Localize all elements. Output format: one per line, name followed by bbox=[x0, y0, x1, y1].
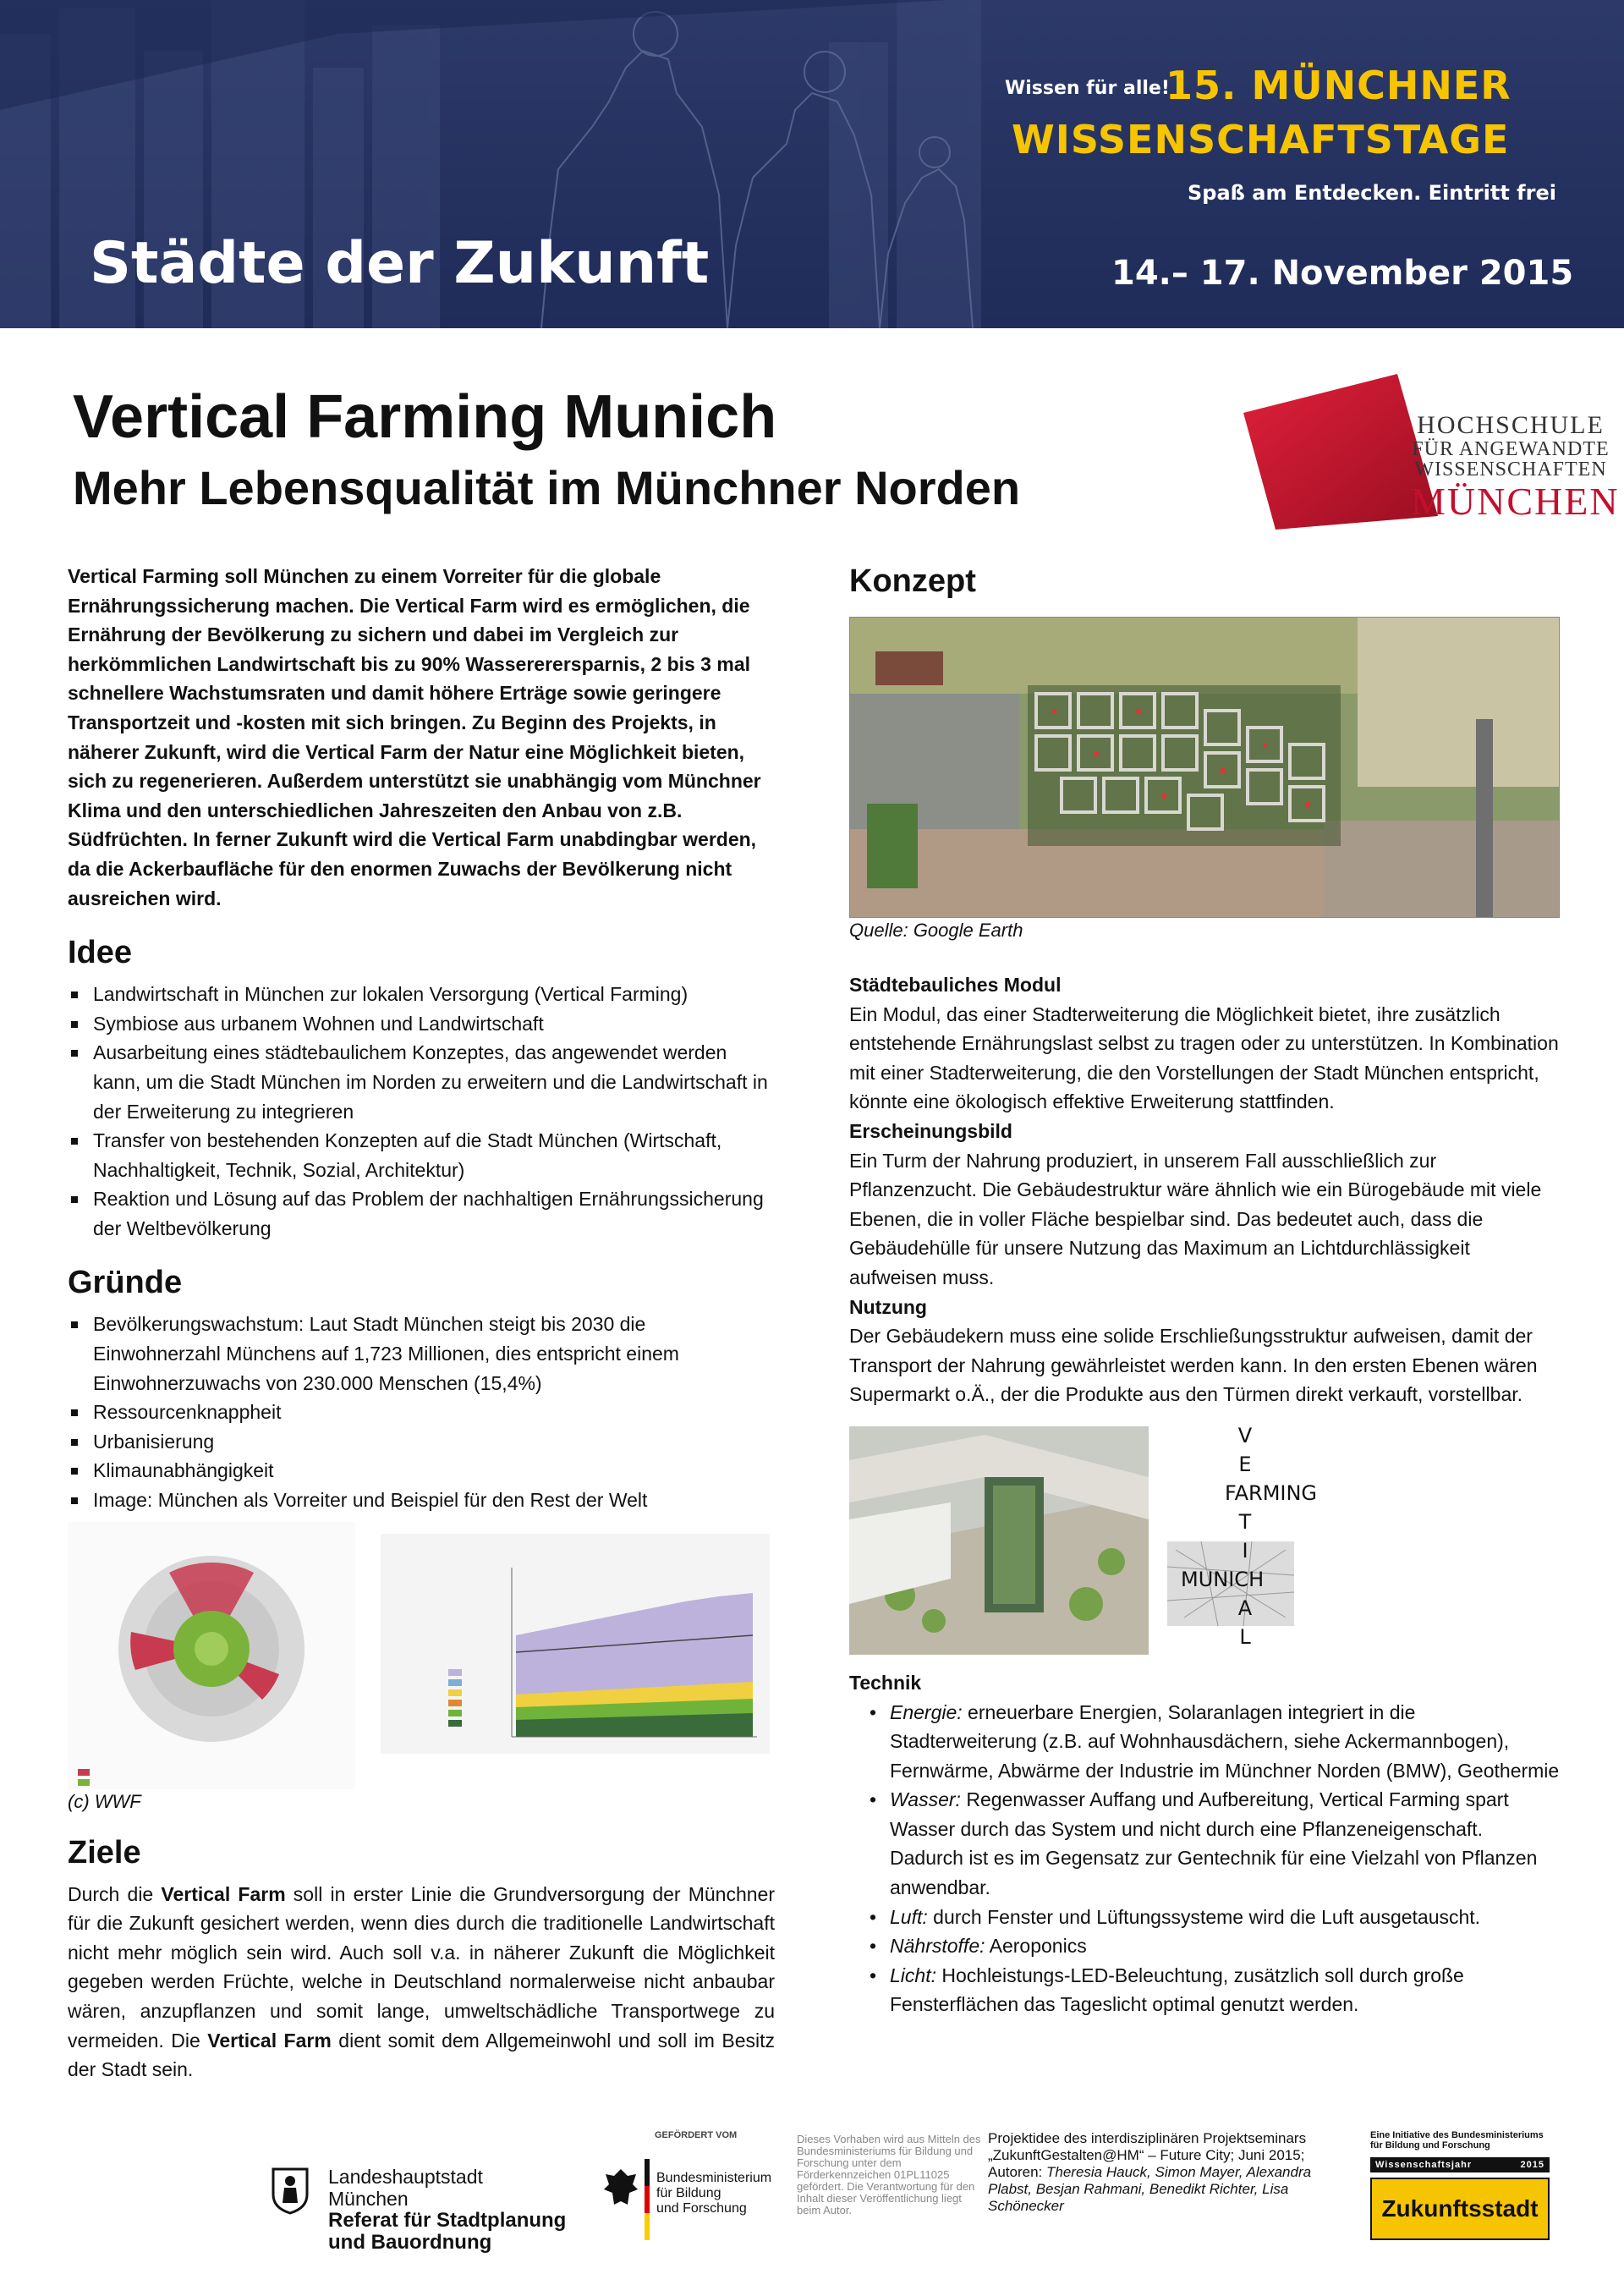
event-title-line2: WISSENSCHAFTSTAGE bbox=[1012, 117, 1510, 162]
erscheinungsbild-heading: Erscheinungsbild bbox=[849, 1119, 1012, 1142]
section-heading-ziele: Ziele bbox=[68, 1834, 141, 1870]
list-item bbox=[849, 1961, 1560, 2019]
wwf-figures bbox=[68, 1522, 775, 1789]
item-label: Wasser: bbox=[890, 1788, 961, 1811]
technik-list bbox=[849, 1698, 1560, 2020]
ziele-paragraph bbox=[68, 1880, 775, 2085]
ziele-text-1: Durch die bbox=[68, 1882, 162, 1905]
wj-top-line-2: für Bildung und Forschung bbox=[1370, 2140, 1490, 2150]
wj-bar-year: 2015 bbox=[1520, 2160, 1544, 2170]
right-column bbox=[849, 563, 1560, 2019]
munich-coat-of-arms-icon bbox=[269, 2166, 311, 2215]
wissenschaftsjahr-logo bbox=[1370, 2130, 1550, 2240]
ziele-text-3: dient somit dem Allgemeinwohl und soll im Besitz der Stadt sein. bbox=[68, 2029, 775, 2081]
modul-heading: Städtebauliches Modul bbox=[849, 974, 1062, 996]
event-theme-title: Städte der Zukunft bbox=[90, 230, 710, 297]
item-label: Nährstoffe: bbox=[890, 1935, 985, 1958]
project-description: Projektidee des interdisziplinären Projektseminars „ZukunftGestalten@HM“ – Future City; Juni 2015; bbox=[988, 2130, 1307, 2163]
list-item: Bevölkerungswachstum: Laut Stadt München steigt bis 2030 die Einwohnerzahl Münchens auf 1,723 Millionen, dies entspricht einem Einwohnerzuwachs von 230.000 Menschen (15,4%) bbox=[68, 1310, 775, 1398]
event-tagline: Wissen für alle! bbox=[1005, 78, 1170, 99]
section-heading-idee: Idee bbox=[68, 935, 133, 971]
concept-images bbox=[849, 1423, 1560, 1668]
aerial-photo-graphic bbox=[850, 618, 1560, 918]
wwf-caption: (c) WWF bbox=[68, 1790, 141, 1812]
bmbf-funding-label: GEFÖRDERT VOM bbox=[655, 2130, 738, 2140]
letter: I bbox=[1242, 1538, 1248, 1563]
list-item: Landwirtschaft in München zur lokalen Versorgung (Vertical Farming) bbox=[68, 980, 775, 1009]
nutzung-paragraph: Der Gebäudekern muss eine solide Erschließungsstruktur aufweisen, damit der Transport der Nahrung gewährleistet werden kann. In den ersten Ebenen wären Supermarkt o.Ä., der die Produkte aus den Türmen direkt verkauft, vorstellbar. bbox=[849, 1325, 1538, 1406]
hochschule-logo-text bbox=[1411, 411, 1620, 523]
bmbf-line-3: und Forschung bbox=[656, 2201, 747, 2216]
event-subtitle: Spaß am Entdecken. Eintritt frei bbox=[1188, 181, 1556, 205]
planetary-boundaries-figure bbox=[68, 1522, 355, 1789]
list-item bbox=[849, 1785, 1560, 1902]
aerial-photo bbox=[849, 617, 1560, 918]
list-item bbox=[849, 1903, 1560, 1932]
project-credits bbox=[988, 2130, 1343, 2215]
wj-bar bbox=[1370, 2157, 1550, 2172]
list-item: Symbiose aus urbanem Wohnen und Landwirtschaft bbox=[68, 1009, 775, 1039]
letter: T bbox=[1238, 1509, 1252, 1534]
letter: V bbox=[1237, 1423, 1253, 1447]
zukunftsstadt-badge: Zukunftsstadt bbox=[1370, 2178, 1550, 2240]
bmbf-line-1: Bundesministerium bbox=[656, 2171, 772, 2185]
intro-paragraph: Vertical Farming soll München zu einem Vorreiter für die globale Ernährungssicherung machen. Die Vertical Farm wird es ermöglichen, die Ernährung der Bevölkerung zu sichern und dabei im Vergleich zur herkömmlichen Landwirtschaft bis zu 90% Wassererersparnis, 2 bis 3 mal schnellere Wachstumsraten und damit höhere Erträge sowie geringere Transportzeit und -kosten mit sich bringen. Zu Beginn des Projekts, in näherer Zukunft, wird die Vertical Farm der Natur eine Möglichkeit bieten, sich zu regenerieren. Außerdem unterstützt sie unabhängig vom Münchner Klima und den unterschiedlichen Jahreszeiten den Anbau von z.B. Südfrüchten. In ferner Zukunft wird die Vertical Farm unabdingbar werden, da die Ackerbaufläche für den enormen Zuwachs der Bevölkerung nicht ausreichen wird. bbox=[68, 565, 761, 909]
event-date: 14.– 17. November 2015 bbox=[1111, 254, 1574, 293]
gruende-list bbox=[68, 1310, 775, 1514]
farming-word: FARMING bbox=[1225, 1480, 1318, 1505]
modul-paragraph: Ein Modul, das einer Stadterweiterung die Möglichkeit bietet, ihre zusätzlich entstehende Ernährungslast selbst zu tragen oder zu unterstützen. In Kombination mit einer Stadterweiterung, die den Vorstellungen der Stadt München entspricht, könnte eine ökologisch effektive Erweiterung stattfinden. bbox=[849, 1002, 1559, 1113]
wj-top-line-1: Eine Initiative des Bundesministeriums bbox=[1370, 2130, 1544, 2140]
ziele-bold-2: Vertical Farm bbox=[207, 2029, 332, 2052]
authors-label: Autoren: bbox=[988, 2164, 1046, 2180]
idee-list bbox=[68, 980, 775, 1243]
item-label: Luft: bbox=[890, 1905, 928, 1928]
wj-bar-label: Wissenschaftsjahr bbox=[1375, 2160, 1473, 2170]
list-item: Klimaunabhängigkeit bbox=[68, 1456, 775, 1486]
item-label: Energie: bbox=[890, 1700, 963, 1723]
authors-names: Theresia Hauck, Simon Mayer, Alexandra Plabst, Besjan Rahmani, Benedikt Richter, Lisa Schönecker bbox=[988, 2164, 1312, 2214]
aerial-caption: Quelle: Google Earth bbox=[849, 920, 1023, 941]
letter: A bbox=[1237, 1596, 1253, 1620]
event-banner bbox=[0, 0, 1624, 328]
funding-disclaimer: Dieses Vorhaben wird aus Mitteln des Bundesministeriums für Bildung und Forschung unter dem Förderkennzeichen 01PL11025 gefördert. Die Verantwortung für den Inhalt dieser Veröffentlichung liegt beim Autor. bbox=[797, 2133, 981, 2216]
list-item: Transfer von bestehenden Konzepten auf die Stadt München (Wirtschaft, Nachhaltigkeit, Technik, Sozial, Architektur) bbox=[68, 1126, 775, 1184]
section-heading-konzept: Konzept bbox=[849, 563, 976, 599]
item-text: durch Fenster und Lüftungssysteme wird die Luft ausgetauscht. bbox=[927, 1905, 1481, 1928]
muc-line-2: München bbox=[328, 2188, 409, 2210]
bmbf-logo-text bbox=[656, 2171, 771, 2216]
letter: L bbox=[1239, 1624, 1251, 1649]
munich-department-logo-text bbox=[328, 2166, 566, 2254]
left-column bbox=[68, 562, 775, 2085]
ecological-footprint-chart bbox=[381, 1534, 770, 1754]
ziele-bold-1: Vertical Farm bbox=[161, 1882, 286, 1905]
list-item: Ressourcenknappheit bbox=[68, 1398, 775, 1427]
letter: E bbox=[1238, 1452, 1252, 1476]
logo-line-1: HOCHSCHULE bbox=[1417, 411, 1605, 439]
vertical-letters bbox=[1237, 1421, 1254, 1651]
federal-eagle-icon bbox=[602, 2166, 639, 2211]
logo-line-3: WISSENSCHAFTEN bbox=[1414, 459, 1607, 481]
item-text: Aeroponics bbox=[985, 1935, 1087, 1958]
item-label: Licht: bbox=[890, 1964, 936, 1986]
list-item bbox=[849, 1698, 1560, 1786]
list-item: Urbanisierung bbox=[68, 1427, 775, 1457]
list-item: Ausarbeitung eines städtebaulichem Konzeptes, das angewendet werden kann, um die Stadt München im Norden zu erweitern und die Landwirtschaft in der Erweiterung zu integrieren bbox=[68, 1038, 775, 1126]
list-item bbox=[849, 1931, 1560, 1961]
section-heading-gruende: Gründe bbox=[68, 1265, 183, 1301]
hochschule-logo bbox=[1242, 364, 1620, 541]
vertical-farming-munich-crossword bbox=[1181, 1421, 1320, 1675]
german-flag-stripe-icon bbox=[645, 2159, 650, 2240]
item-text: erneuerbare Energien, Solaranlagen integriert in die Stadterweiterung (z.B. auf Wohnhausdächern, siehe Ackermannbogen), Fernwärme, Abwärme der Industrie im Münchner Norden (BMW), Geothermie bbox=[890, 1700, 1560, 1782]
bmbf-line-2: für Bildung bbox=[656, 2186, 721, 2200]
logo-line-2: FÜR ANGEWANDTE bbox=[1412, 437, 1610, 460]
logo-line-4: MÜNCHEN bbox=[1411, 479, 1620, 523]
munich-word: MUNICH bbox=[1181, 1567, 1265, 1591]
muc-line-3: Referat für Stadtplanung bbox=[328, 2209, 567, 2232]
poster-title: Vertical Farming Munich bbox=[73, 383, 777, 451]
poster-subtitle: Mehr Lebensqualität im Münchner Norden bbox=[73, 461, 1021, 514]
list-item: Reaktion und Lösung auf das Problem der nachhaltigen Ernährungssicherung der Weltbevölkerung bbox=[68, 1184, 775, 1243]
technik-heading: Technik bbox=[849, 1671, 922, 1694]
event-title-line1: 15. MÜNCHNER bbox=[1166, 63, 1512, 108]
erscheinungsbild-paragraph: Ein Turm der Nahrung produziert, in unserem Fall ausschließlich zur Pflanzenzucht. Die Gebäudestruktur wäre ähnlich wie ein Bürogebäude mit viele Ebenen, die in voller Fläche bespielbar sind. Das bedeutet auch, dass die Gebäudehülle für unsere Nutzung das Maximum an Lichtdurchlässigkeit aufweisen muss. bbox=[849, 1149, 1542, 1288]
item-text: Hochleistungs-LED-Beleuchtung, zusätzlich soll durch große Fensterflächen das Tageslicht optimal genutzt werden. bbox=[890, 1964, 1464, 2016]
wj-initiative-text bbox=[1370, 2130, 1550, 2150]
muc-line-1: Landeshauptstadt bbox=[328, 2166, 483, 2188]
list-item: Image: München als Vorreiter und Beispiel für den Rest der Welt bbox=[68, 1486, 775, 1515]
ziele-text-2: soll in erster Linie die Grundversorgung der Münchner für die Zukunft gesichert werden, wenn dies durch die traditionelle Landwirtschaft nicht mehr möglich sein wird. Auch soll v.a. in näherer Zukunft die Möglichkeit gegeben werden Früchte, welche in Deutschland normalerweise nicht anbaubar wären, anzupflanzen und somit lange, umweltschädliche Transportwege zu vermeiden. Die bbox=[68, 1882, 776, 2052]
building-rendering bbox=[849, 1426, 1149, 1655]
muc-line-4: und Bauordnung bbox=[328, 2231, 492, 2254]
item-text: Regenwasser Auffang und Aufbereitung, Vertical Farming spart Wasser durch das System und nicht durch eine Pflanzeneigenschaft. Dadurch ist es im Gegensatz zur Gentechnik für eine Vielzahl von Pflanzen anwendbar. bbox=[890, 1788, 1538, 1899]
nutzung-heading: Nutzung bbox=[849, 1295, 927, 1318]
